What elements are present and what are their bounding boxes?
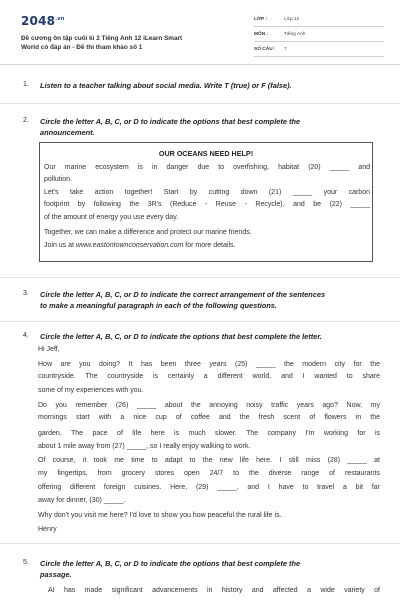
letter-line: Of course, it took me time to adapt to the new life here. I still miss (28) _____ at: [38, 457, 380, 464]
instruction-line: Circle the letter A, B, C, or D to indicate the correct arrangement of the sentences: [40, 290, 326, 299]
letter-line: How are you doing? It has been three years (25) _____ the modern city for the: [38, 361, 380, 368]
document-title: [21, 34, 241, 52]
question-instruction: [40, 558, 380, 580]
letter-line: Do you remember (26) _____ about the annoying noisy traffic years ago? Now, my: [38, 402, 380, 409]
instruction-line: announcement.: [40, 128, 95, 137]
instruction-line: passage.: [40, 570, 72, 579]
subject-label: MÔN :: [254, 32, 269, 37]
letter-line: mornings start with a nice cup of coffee and the fresh scent of flowers in the: [38, 414, 380, 421]
join-prefix: Join us at: [44, 242, 76, 249]
question-number: 4.: [23, 332, 29, 339]
announcement-box: [39, 142, 373, 262]
class-label: LỚP :: [254, 17, 268, 22]
announcement-title: OUR OCEANS NEED HELP!: [158, 149, 254, 158]
question-divider: [0, 321, 400, 322]
announcement-line: pollution.: [44, 176, 73, 183]
conservation-url[interactable]: www.eastontownconservation.com: [75, 242, 184, 249]
instruction-line: Circle the letter A, B, C, or D to indicate the options that best complete the letter.: [40, 332, 322, 341]
announcement-line: of the amount of energy you use every day.: [44, 214, 179, 221]
question-number: 2.: [23, 117, 29, 124]
letter-line: garden. The pace of life here is much slower. The company I'm working for is: [38, 430, 380, 437]
letter-line: away for dinner, (30) _____.: [38, 497, 126, 504]
join-suffix: for more details.: [183, 242, 236, 249]
meta-divider: [254, 56, 384, 57]
header-divider: [0, 64, 400, 65]
question-count-label: SỐ CÂU :: [254, 47, 276, 52]
letter-line: some of my experiences with you.: [38, 387, 144, 394]
question-number: 3.: [23, 290, 29, 297]
site-logo[interactable]: $2048^{.vn}$: [21, 14, 65, 28]
meta-divider: [254, 26, 384, 27]
letter-line: countryside. The countryside is certainly a different world, and I wanted to share: [38, 373, 380, 380]
question-divider: [0, 103, 400, 104]
letter-line: about 1 mile away from (27) _____, so I really enjoy walking to work.: [38, 443, 251, 450]
question-instruction: [40, 331, 380, 342]
question-instruction: [40, 80, 380, 91]
question-divider: [0, 543, 400, 544]
question-count-value: 7: [284, 47, 287, 52]
class-value: Lớp 12: [284, 17, 300, 22]
letter-line: Hi Jeff,: [38, 346, 60, 353]
letter-line: Why don't you visit me here? I'd love to show you how peaceful the rural life is.: [38, 512, 282, 519]
page-header: [0, 0, 400, 64]
announcement-line: Together, we can make a difference and protect our marine friends.: [44, 229, 252, 236]
announcement-line: Our marine ecosystem is in danger due to overfishing, habitat (20) _____ and: [44, 164, 370, 171]
document-title-line-1: Đề cương ôn tập cuối kì 2 Tiếng Anh 12 iLearn Smart: [21, 35, 183, 42]
instruction-line: Circle the letter A, B, C, or D to indicate the options that best complete the: [40, 117, 301, 126]
announcement-join-line: [44, 240, 370, 252]
instruction-line: Circle the letter A, B, C, or D to indicate the options that best complete the: [40, 559, 301, 568]
document-title-line-2: World có đáp án - Đề thi tham khảo số 1: [21, 44, 143, 51]
question-number: 1.: [23, 81, 29, 88]
meta-divider: [254, 41, 384, 42]
letter-line: my fingertips, from grocery stores open 24/7 to the diverse range of restaurants: [38, 470, 380, 477]
question-number: 5.: [23, 559, 29, 566]
announcement-line: footprint by following the 3R's (Reduce - Reuse - Recycle), and be (22) _____: [44, 201, 370, 208]
question-instruction: [40, 116, 380, 138]
instruction-line: to make a meaningful paragraph in each of the following questions.: [40, 301, 277, 310]
question-instruction: [40, 289, 380, 311]
question-divider: [0, 277, 400, 278]
letter-signature: Henry: [38, 526, 57, 533]
passage-line: AI has made significant advancements in history and affected a wide variety of: [48, 587, 380, 594]
announcement-line: Let's take action together! Start by cutting down (21) _____ your carbon: [44, 189, 370, 196]
instruction-line: Listen to a teacher talking about social media. Write T (true) or F (false).: [40, 81, 292, 90]
subject-value: Tiếng Anh: [284, 32, 306, 37]
letter-line: offering different foreign cuisines. Here, (29) _____, and I have to travel a bit far: [38, 484, 380, 491]
